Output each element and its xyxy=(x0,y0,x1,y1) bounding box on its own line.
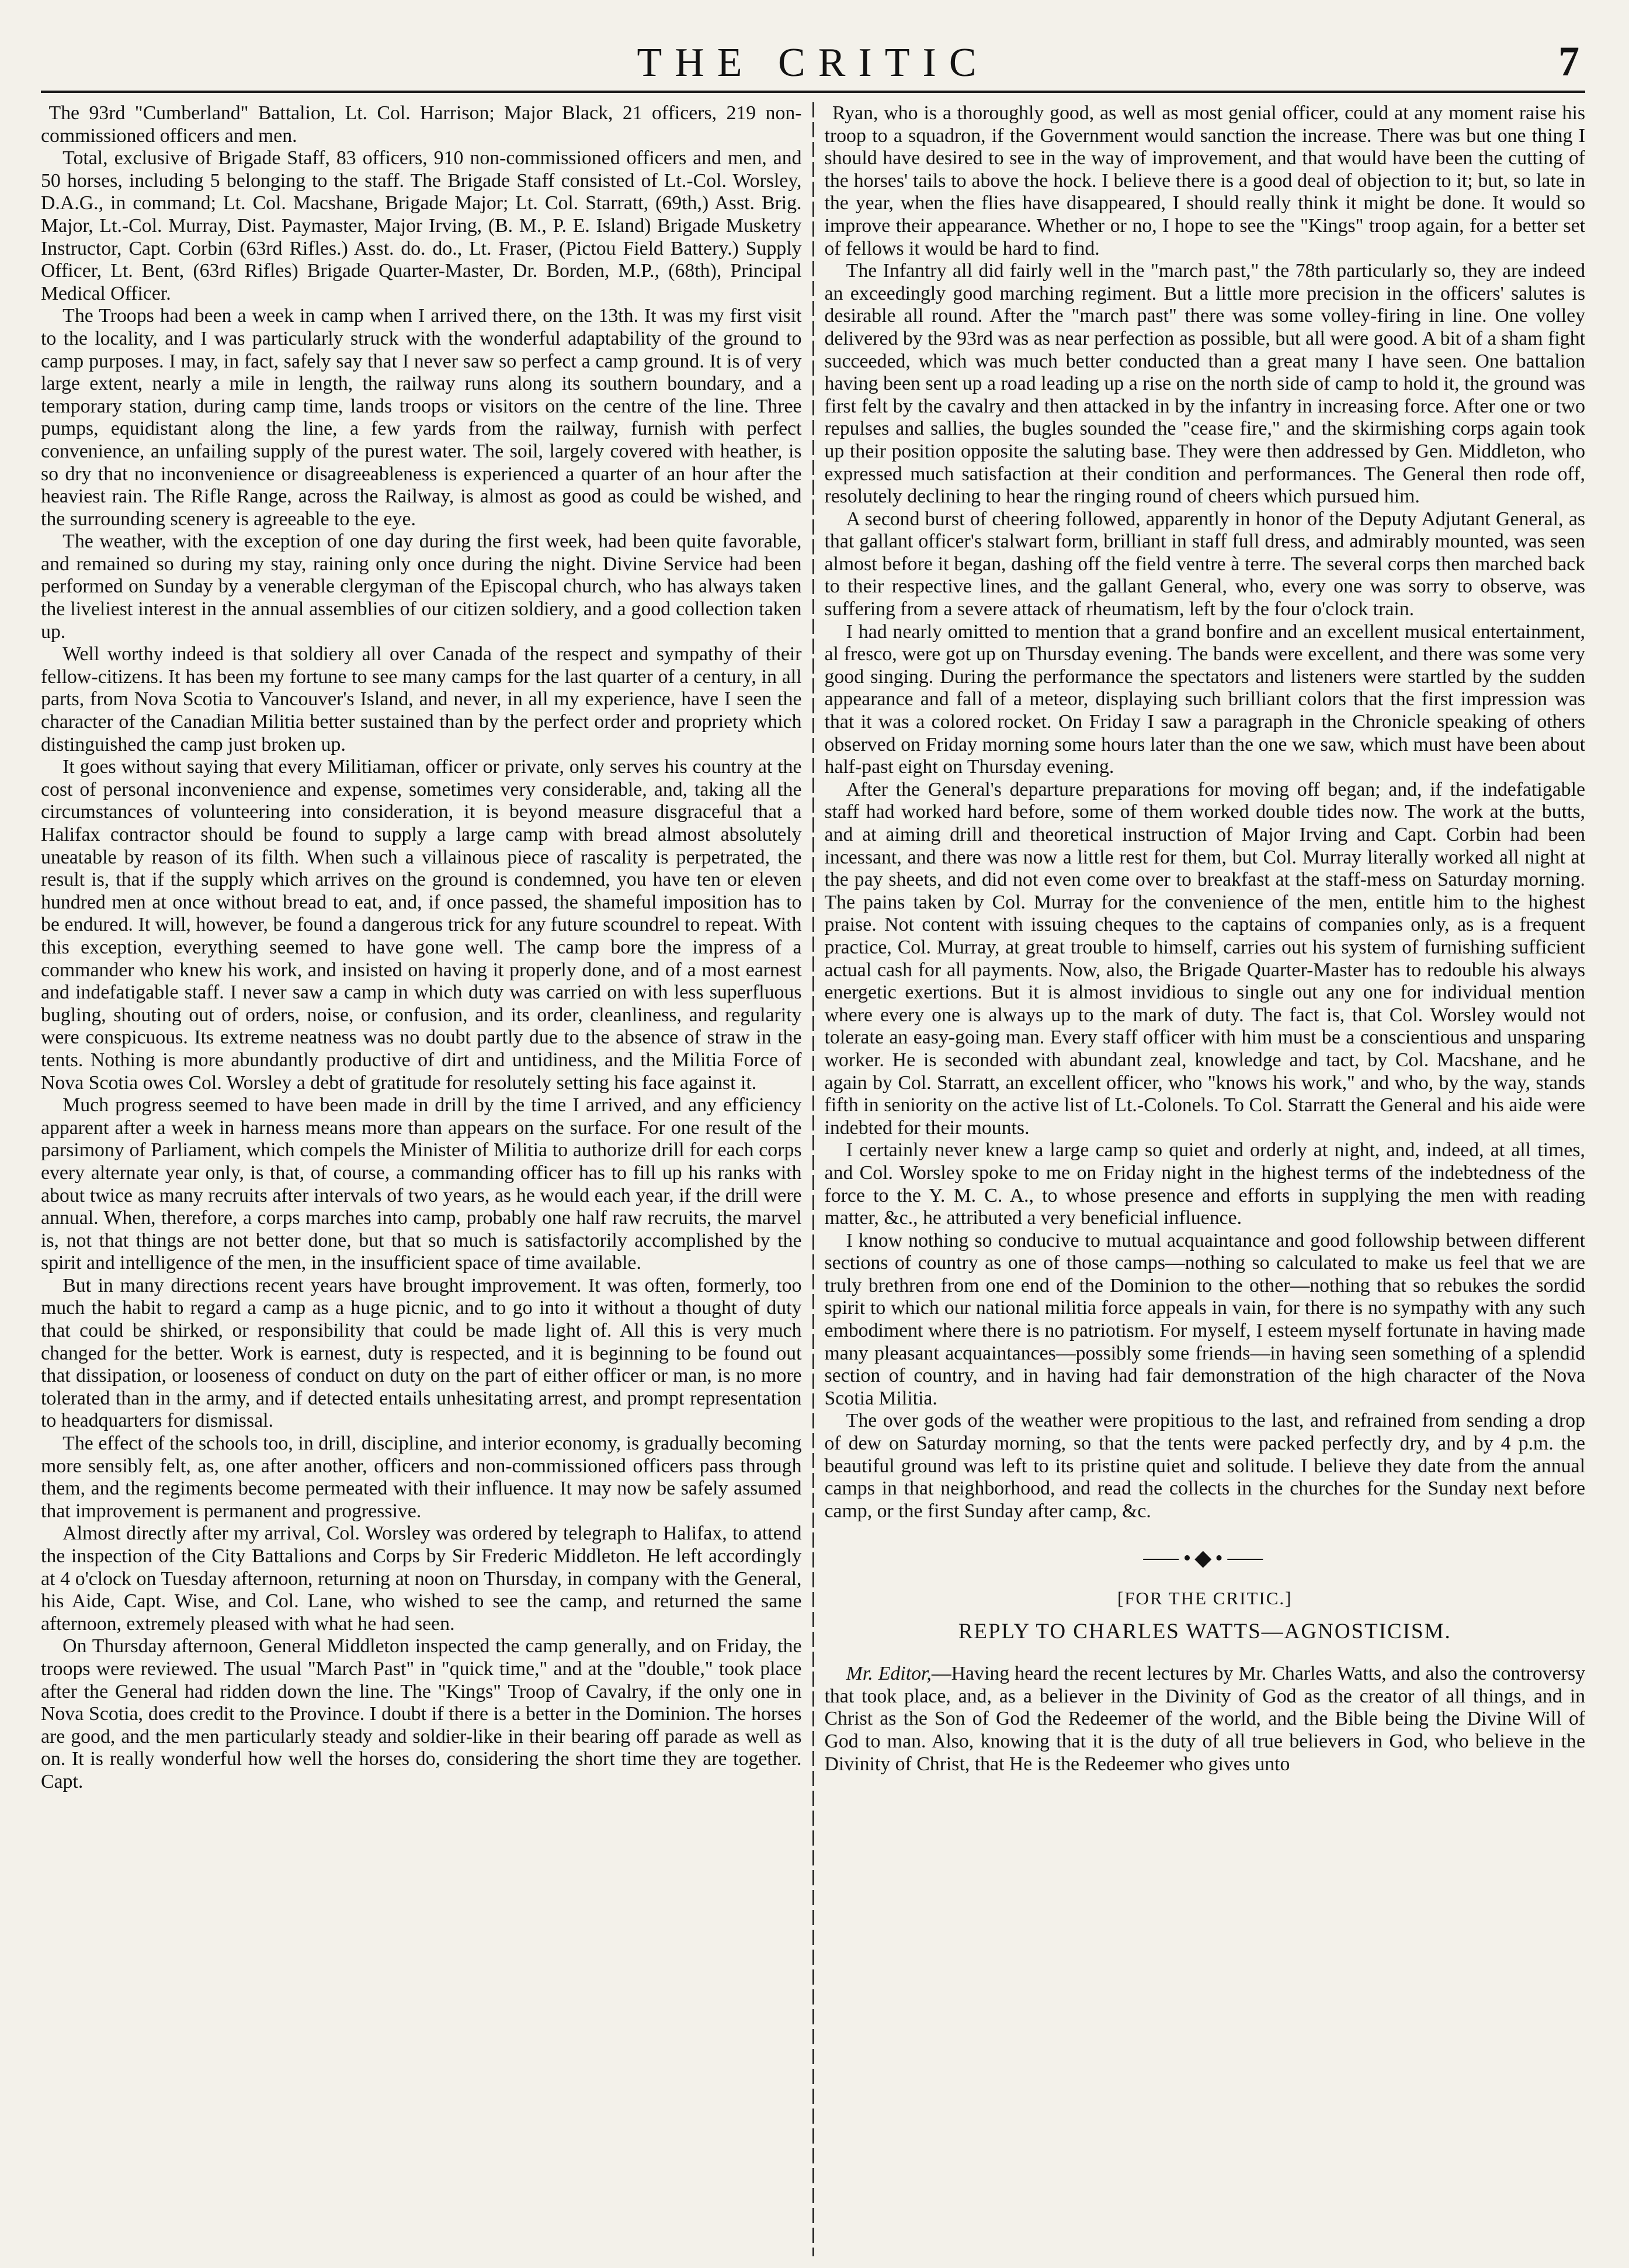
letter-opening xyxy=(825,1663,1586,1775)
section-separator: ⸺•◆•⸺ xyxy=(1142,1546,1267,1571)
publication-title: THE CRITIC xyxy=(637,40,989,85)
letter-text: —Having heard the recent lectures by Mr. Charles Watts, and also the controversy that took place, and, as a believer in the Divinity of God as the creator of all things, and in Christ as the Son of God the Redeemer of the world, and the Bible being the Divine Will of God to man. Also, knowing that it is the duty of all true believers in God, who believe in the Divinity of Christ, that He is the Redeemer who gives unto xyxy=(824,1663,1585,1775)
article-paragraph: A second burst of cheering followed, apparently in honor of the Deputy Adjutant General, as that gallant officer's stalwart form, brilliant in staff full dress, and admirably mounted, was seen almost before it began, dashing off the field ventre à terre. The several corps then marched back to their respective lines, and the gallant General, who, every one was sorry to observe, was suffering from a severe attack of rheumatism, left by the four o'clock train. xyxy=(824,508,1585,620)
article-columns xyxy=(41,102,1585,2256)
article-paragraph: Ryan, who is a thoroughly good, as well as most genial officer, could at any moment raise his troop to a squadron, if the Government would sanction the increase. There was but one thing I should have desired to see in the way of improvement, and that would have been the cutting of the horses' tails to above the hock. I believe there is a good deal of objection to it; but, so late in the year, when the flies have disappeared, I should really think it might be done. It would so improve their appearance. Whether or no, I hope to see the "Kings" troop again, for a better set of fellows it would be hard to find. xyxy=(824,102,1585,259)
for-the-critic-label: [FOR THE CRITIC.] xyxy=(1117,1588,1293,1608)
camp-report-continuation xyxy=(825,102,1586,1523)
article-headline: REPLY TO CHARLES WATTS—AGNOSTICISM. xyxy=(958,1619,1451,1643)
article-paragraph: The Troops had been a week in camp when I arrived there, on the 13th. It was my first visit to the locality, and I was particularly struck with the wonderful adaptability of the ground to camp purposes. I may, in fact, safely say that I never saw so perfect a camp ground. It is of very large extent, nearly a mile in length, the railway runs along its southern boundary, and a temporary station, during camp time, lands troops or visitors on the centre of the line. Three pumps, equidistant along the line, a few yards from the railway, furnish with perfect convenience, an unfailing supply of the purest water. The soil, largely covered with heather, is so dry that no inconvenience or disagreeableness is experienced a quarter of an hour after the heaviest rain. The Rifle Range, across the Railway, is almost as good as could be wished, and the surrounding scenery is agreeable to the eye. xyxy=(41,305,802,530)
article-paragraph: I certainly never knew a large camp so quiet and orderly at night, and, indeed, at all times, and Col. Worsley spoke to me on Friday night in the highest terms of the indebtedness of the force to the Y. M. C. A., to whose presence and efforts in supplying the men with reading matter, &c., he attributed a very beneficial influence. xyxy=(824,1139,1585,1229)
article-paragraph: Well worthy indeed is that soldiery all over Canada of the respect and sympathy of their fellow-citizens. It has been my fortune to see many camps for the last quarter of a century, in all parts, from Nova Scotia to Vancouver's Island, and never, in all my experience, have I seen the character of the Canadian Militia better sustained than by the perfect order and propriety which distinguished the camp just broken up. xyxy=(41,643,802,755)
page-number: 7 xyxy=(1558,38,1579,85)
article-paragraph: The weather, with the exception of one day during the first week, had been quite favorable, and remained so during my stay, raining only once during the night. Divine Service had been performed on Sunday by a venerable clergyman of the Episcopal church, who has always taken the liveliest interest in the annual assemblies of our citizen soldiery, and a good collection taken up. xyxy=(41,530,802,643)
article-paragraph: Much progress seemed to have been made in drill by the time I arrived, and any efficiency apparent after a week in harness means more than appears on the surface. For one result of the parsimony of Parliament, which compels the Minister of Militia to authorize drill for each corps every alternate year only, is that, of course, a commanding officer has to fill up his ranks with about twice as many recruits after intervals of two years, as he would each year, if the drill were annual. When, therefore, a corps marches into camp, probably one half raw recruits, the marvel is, not that things are not better done, but that so much is satisfactorily accomplished by the spirit and intelligence of the men, in the insufficient space of time available. xyxy=(41,1094,802,1274)
article-paragraph: But in many directions recent years have brought improvement. It was often, formerly, too much the habit to regard a camp as a huge picnic, and to go into it without a thought of duty that could be shirked, or responsibility that could be made light of. All this is very much changed for the better. Work is earnest, duty is respected, and it is beginning to be found out that dissipation, or looseness of conduct on duty on the part of either officer or man, is no more tolerated than in the army, and if detected entails unhesitating arrest, and prompt representation to headquarters for dismissal. xyxy=(41,1274,802,1432)
article-paragraph: The over gods of the weather were propitious to the last, and refrained from sending a drop of dew on Saturday morning, so that the tents were packed perfectly dry, and by 4 p.m. the beautiful ground was left to its pristine quiet and solitude. I believe they date from the annual camps in that neighborhood, and read the collects in the churches for the Sunday next before camp, or the first Sunday after camp, &c. xyxy=(824,1410,1585,1522)
article-paragraph: On Thursday afternoon, General Middleton inspected the camp generally, and on Friday, the troops were reviewed. The usual "March Past" in "quick time," and at the "double," took place after the General had ridden down the line. The "Kings" Troop of Cavalry, if the only one in Nova Scotia, does credit to the Province. I doubt if there is a better in the Dominion. The horses are good, and the men particularly steady and soldier-like in their bearing off parade as well as on. It is really wonderful how well the horses do, considering the short time they are together. Capt. xyxy=(41,1635,802,1792)
article-paragraph: The Infantry all did fairly well in the "march past," the 78th particularly so, they are indeed an exceedingly good marching regiment. But a little more precision in the officers' salutes is desirable all round. After the "march past" there was some volley-firing in line. One volley delivered by the 93rd was as near perfection as possible, but all were good. A bit of a sham fight succeeded, which was much better conducted than a great many I have seen. One battalion having been sent up a road leading up a rise on the north side of camp to hold it, the ground was first felt by the cavalry and then attacked in by the infantry in increasing force. After one or two repulses and sallies, the bugles sounded the "cease fire," and the skirmishing corps again took up their position opposite the saluting base. They were then addressed by Gen. Middleton, who expressed much satisfaction at their condition and performances. The General then rode off, resolutely declining to hear the ringing round of cheers which pursued him. xyxy=(824,260,1585,508)
article-paragraph: Total, exclusive of Brigade Staff, 83 officers, 910 non-commissioned officers and men, and 50 horses, including 5 belonging to the staff. The Brigade Staff consisted of Lt.-Col. Worsley, D.A.G., in command; Lt. Col. Macshane, Brigade Major; Lt. Col. Starratt, (69th,) Asst. Brig. Major, Lt.-Col. Murray, Dist. Paymaster, Major Irving, (B. M., P. E. Island) Brigade Musketry Instructor, Capt. Corbin (63rd Rifles.) Asst. do. do., Lt. Fraser, (Pictou Field Battery.) Supply Officer, Lt. Bent, (63rd Rifles) Brigade Quarter-Master, Dr. Borden, M.P., (68th), Principal Medical Officer. xyxy=(41,147,802,304)
article-paragraph: The effect of the schools too, in drill, discipline, and interior economy, is gradually becoming more sensibly felt, as, one after another, officers and non-commissioned officers pass through them, and the regiments become permeated with their influence. It may now be safely assumed that improvement is permanent and progressive. xyxy=(41,1433,802,1522)
letter-salutation: Mr. Editor, xyxy=(846,1663,932,1685)
article-paragraph: After the General's departure preparations for moving off began; and, if the indefatigable staff had worked hard before, some of them worked double tides now. The work at the butts, and at aiming drill and theoretical instruction of Major Irving and Capt. Corbin had been incessant, and there was now a little rest for them, but Col. Murray literally worked all night at the pay sheets, and did not even come over to breakfast at the staff-mess on Saturday morning. The pains taken by Col. Murray for the convenience of the men, entitle him to the highest praise. Not content with issuing cheques to the captains of companies only, as is a frequent practice, Col. Murray, at great trouble to himself, carries out his system of furnishing sufficient actual cash for all payments. Now, also, the Brigade Quarter-Master has to redouble his always energetic exertions. But it is almost invidious to single out any one for individual mention where every one is always up to the mark of duty. The fact is, that Col. Worsley would not tolerate an easy-going man. Every staff officer with him must be a conscientious and unsparing worker. He is seconded with abundant zeal, knowledge and tact, by Col. Macshane, and he again by Col. Starratt, an excellent officer, who "knows his work," and who, by the way, stands fifth in seniority on the active list of Lt.-Colonels. To Col. Starratt the General and his aide were indebted for their mounts. xyxy=(824,778,1585,1139)
article-paragraph: I had nearly omitted to mention that a grand bonfire and an excellent musical entertainment, al fresco, were got up on Thursday evening. The bands were excellent, and there was some very good singing. During the performance the spectators and listeners were startled by the sudden appearance and fall of a meteor, displaying such brilliant colors that the first impression was that it was a colored rocket. On Friday I saw a paragraph in the Chronicle speaking of others observed on Friday morning some hours later than the one we saw, which must have been about half-past eight on Thursday evening. xyxy=(824,620,1585,778)
article-paragraph: Almost directly after my arrival, Col. Worsley was ordered by telegraph to Halifax, to attend the inspection of the City Battalions and Corps by Sir Frederic Middleton. He left accordingly at 4 o'clock on Tuesday afternoon, returning at noon on Thursday, in company with the General, his Aide, Capt. Wise, and Col. Lane, who wished to see the camp, and returned the same afternoon, extremely pleased with what he had seen. xyxy=(41,1523,802,1635)
article-paragraph: It goes without saying that every Militiaman, officer or private, only serves his country at the cost of personal inconvenience and expense, sometimes very considerable, and, taking all the circumstances of volunteering into consideration, it is beyond measure disgraceful that a Halifax contractor should be found to supply a large camp with bread almost absolutely uneatable by reason of its filth. When such a villainous piece of rascality is perpetrated, the result is, that if the supply which arrives on the ground is condemned, you have ten or eleven hundred men at once without bread to eat, and, if once passed, the shameful imposition has to be endured. It will, however, be found a dangerous trick for any future scoundrel to repeat. With this exception, everything seemed to have gone well. The camp bore the impress of a commander who knew his work, and insisted on having it properly done, and of a most earnest and indefatigable staff. I never saw a camp in which duty was carried on with less superfluous bugling, shouting out of orders, noise, or confusion, and its order, cleanliness, and regularity were conspicuous. Its extreme neatness was no doubt partly due to the absence of straw in the tents. Nothing is more abundantly productive of dirt and untidiness, and the Militia Force of Nova Scotia owes Col. Worsley a debt of gratitude for resolutely setting his face against it. xyxy=(41,756,802,1094)
masthead xyxy=(41,35,1585,93)
article-paragraph: The 93rd "Cumberland" Battalion, Lt. Col. Harrison; Major Black, 21 officers, 219 non-commissioned officers and men. xyxy=(41,102,802,147)
right-column xyxy=(814,102,1586,2256)
left-column xyxy=(41,102,812,2256)
article-paragraph: I know nothing so conducive to mutual acquaintance and good followship between different sections of country as one of those camps—nothing so calculated to make us feel that we are truly brethren from one end of the Dominion to the other—nothing that so rebukes the sordid spirit to which our national militia force appeals in vain, for there is no sympathy with any such embodiment where there is no patriotism. For myself, I esteem myself fortunate in having made many pleasant acquaintances—possibly some friends—in having seen something of a splendid section of country, and in having had fair demonstration of the high character of the Nova Scotia Militia. xyxy=(824,1229,1585,1409)
